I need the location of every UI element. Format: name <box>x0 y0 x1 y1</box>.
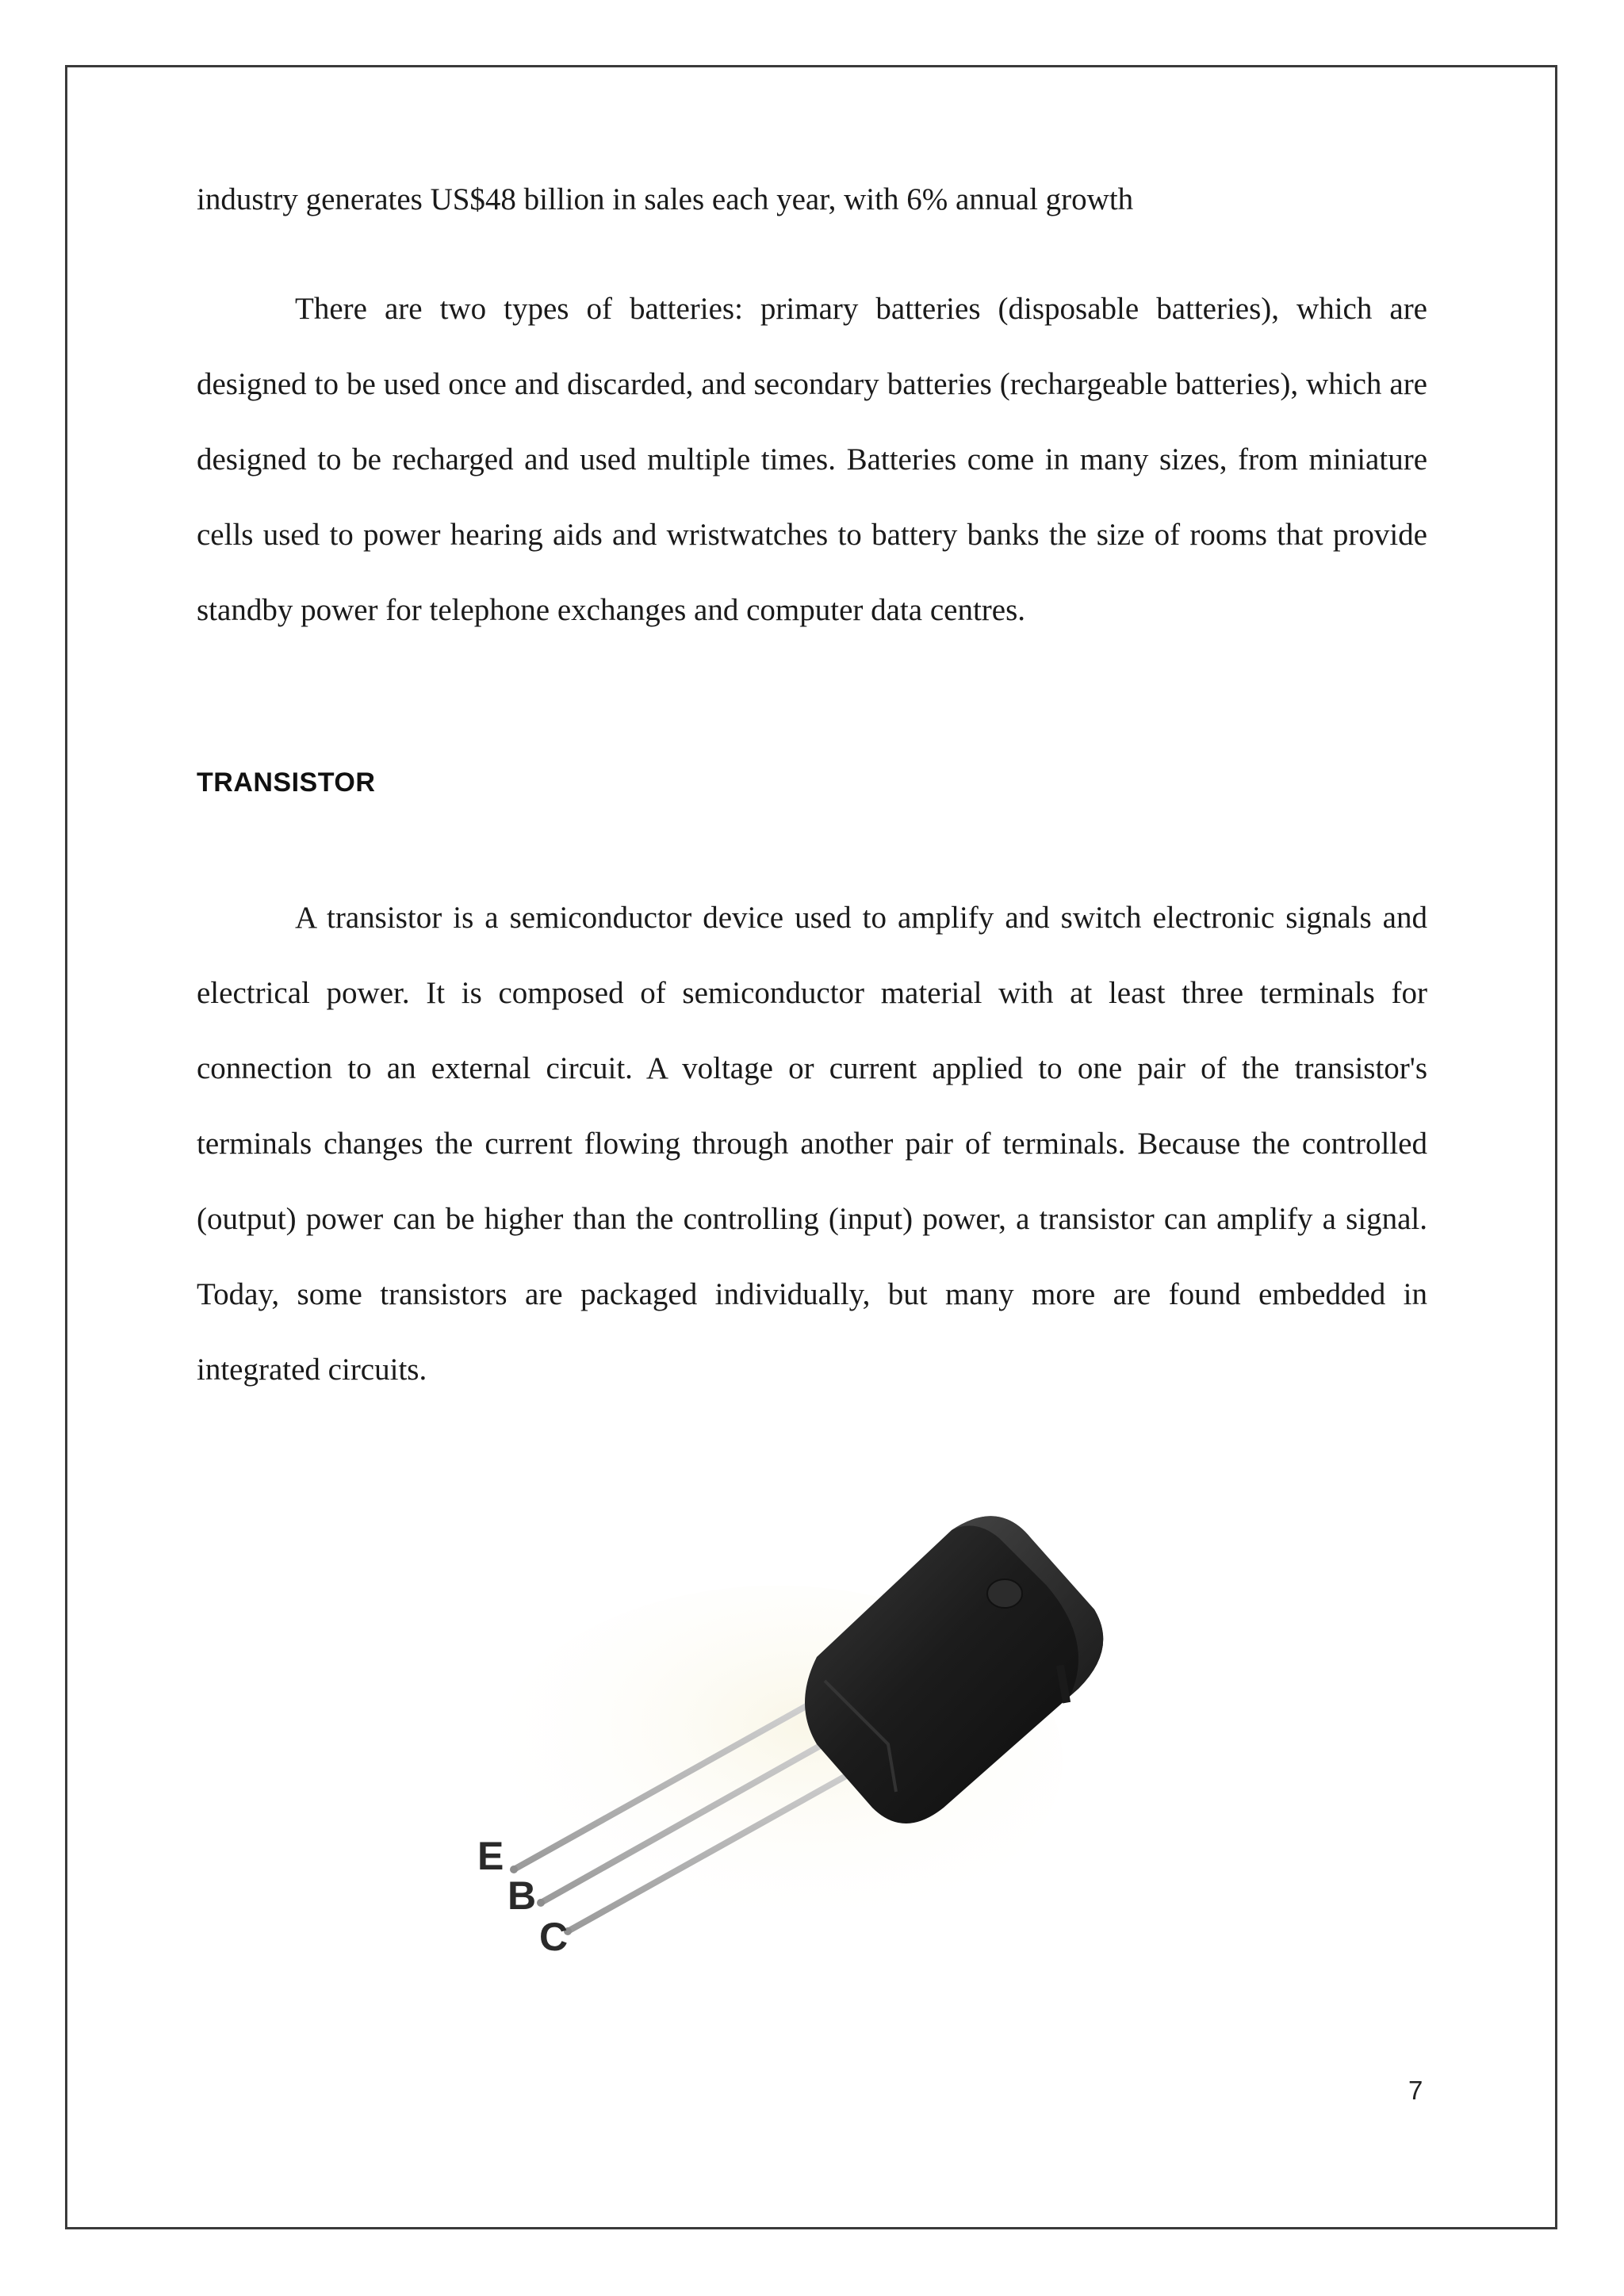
emitter-lead-tip <box>510 1866 518 1873</box>
transistor-figure <box>444 1490 1158 2006</box>
pin-label-emitter: E <box>477 1834 504 1878</box>
pin-label-collector: C <box>539 1915 569 1959</box>
pin-label-base: B <box>508 1873 537 1918</box>
page-number: 7 <box>1408 2076 1423 2105</box>
base-lead-tip <box>537 1899 545 1907</box>
transistor-illustration <box>444 1490 1158 2006</box>
top-text-line: industry generates US$48 billion in sales each year, with 6% annual growth <box>197 182 1134 216</box>
batteries-paragraph: There are two types of batteries: primary batteries (disposable batteries), which are designed to be used once and discarded, and secondary batteries (rechargeable batteries), which are designed to be recharged and used multiple times. Batteries come in many sizes, from miniature cells used to power hearing aids and wristwatches to battery banks the size of rooms that provide standby power for telephone exchanges and computer data centres. <box>197 292 1427 627</box>
transistor-paragraph: A transistor is a semiconductor device used to amplify and switch electronic signals and electrical power. It is composed of semiconductor material with at least three terminals for connection to an external circuit. A voltage or current applied to one pair of the transistor's terminals changes the current flowing through another pair of terminals. Because the controlled (output) power can be higher than the controlling (input) power, a transistor can amplify a signal. Today, some transistors are packaged individually, but many more are found embedded in integrated circuits. <box>197 901 1427 1387</box>
package-dimple <box>987 1579 1022 1608</box>
section-heading-transistor: TRANSISTOR <box>197 767 376 798</box>
